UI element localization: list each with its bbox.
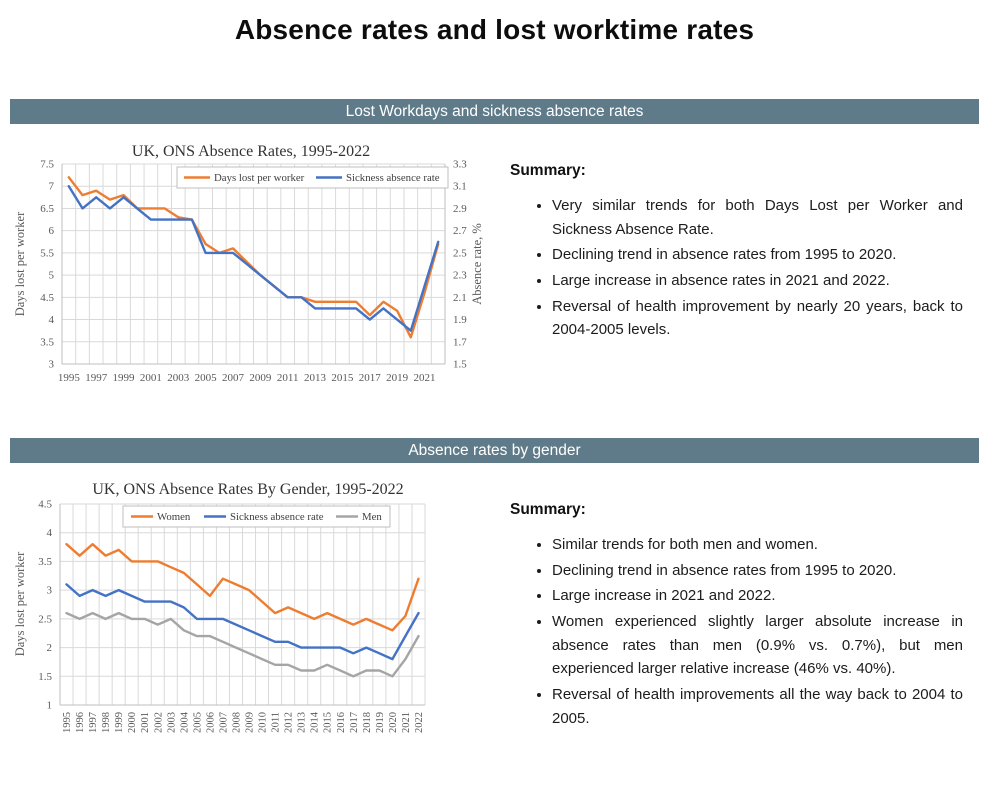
svg-text:1995: 1995 bbox=[57, 372, 80, 384]
svg-text:2.3: 2.3 bbox=[453, 269, 467, 282]
svg-text:2010: 2010 bbox=[257, 712, 269, 733]
svg-text:3.3: 3.3 bbox=[453, 158, 467, 171]
summary-bullet: • Very similar trends for both Days Lost per Worker and Sickness Absence Rate. bbox=[552, 194, 963, 241]
summary-panel-gender bbox=[490, 475, 989, 733]
svg-text:2016: 2016 bbox=[335, 712, 347, 733]
svg-text:2015: 2015 bbox=[322, 712, 334, 733]
svg-text:6.5: 6.5 bbox=[40, 202, 54, 215]
absence-rates-by-gender-chart bbox=[10, 475, 490, 755]
svg-text:UK, ONS Absence Rates By Gende: UK, ONS Absence Rates By Gender, 1995-2022 bbox=[92, 481, 404, 498]
svg-text:1.5: 1.5 bbox=[38, 670, 52, 683]
summary-list bbox=[510, 533, 963, 731]
svg-text:1996: 1996 bbox=[75, 712, 87, 733]
svg-text:1: 1 bbox=[46, 699, 52, 712]
svg-text:2021: 2021 bbox=[413, 372, 436, 384]
svg-text:4.5: 4.5 bbox=[38, 498, 52, 511]
svg-text:1.5: 1.5 bbox=[453, 358, 467, 371]
svg-text:2007: 2007 bbox=[221, 372, 244, 384]
summary-bullet: • Declining trend in absence rates from 1995 to 2020. bbox=[552, 559, 963, 583]
svg-text:1999: 1999 bbox=[114, 712, 126, 733]
svg-text:2: 2 bbox=[46, 642, 52, 655]
svg-text:2009: 2009 bbox=[249, 372, 272, 384]
svg-text:2.1: 2.1 bbox=[453, 291, 467, 304]
svg-text:2011: 2011 bbox=[270, 712, 282, 733]
svg-text:2011: 2011 bbox=[276, 372, 299, 384]
section-gender bbox=[0, 438, 989, 755]
svg-text:5.5: 5.5 bbox=[40, 247, 54, 260]
summary-title: Summary: bbox=[510, 501, 586, 518]
svg-text:2003: 2003 bbox=[167, 372, 190, 384]
summary-bullet: • Reversal of health improvement by nearly 20 years, back to 2004-2005 levels. bbox=[552, 295, 963, 342]
svg-text:2004: 2004 bbox=[179, 712, 191, 733]
svg-text:2.7: 2.7 bbox=[453, 225, 467, 238]
report-page bbox=[0, 14, 989, 796]
svg-text:1.9: 1.9 bbox=[453, 314, 467, 327]
svg-text:3: 3 bbox=[48, 358, 54, 371]
svg-text:2021: 2021 bbox=[400, 712, 412, 733]
svg-text:Women: Women bbox=[157, 511, 191, 523]
svg-text:1998: 1998 bbox=[101, 712, 113, 733]
svg-text:2020: 2020 bbox=[387, 712, 399, 733]
svg-text:3.1: 3.1 bbox=[453, 180, 467, 193]
summary-bullet: • Women experienced slightly larger absolute increase in absence rates than men (0.9% vs. 0.7%), but men experienced larger relative increase (46% vs. 40%). bbox=[552, 610, 963, 681]
summary-bullet: • Reversal of health improvements all the way back to 2004 to 2005. bbox=[552, 683, 963, 730]
svg-text:2006: 2006 bbox=[205, 712, 217, 733]
svg-text:Days lost per worker: Days lost per worker bbox=[13, 211, 27, 317]
svg-text:4.5: 4.5 bbox=[40, 291, 54, 304]
svg-text:2.5: 2.5 bbox=[453, 247, 467, 260]
svg-text:2002: 2002 bbox=[153, 712, 165, 733]
svg-text:2001: 2001 bbox=[139, 372, 162, 384]
svg-text:2007: 2007 bbox=[218, 712, 230, 733]
svg-text:2013: 2013 bbox=[304, 372, 327, 384]
svg-text:1997: 1997 bbox=[85, 372, 108, 384]
svg-text:2.5: 2.5 bbox=[38, 613, 52, 626]
section-body-gender bbox=[0, 475, 989, 755]
absence-rates-chart bbox=[10, 136, 490, 393]
page-title: Absence rates and lost worktime rates bbox=[234, 14, 755, 45]
svg-text:4: 4 bbox=[48, 314, 54, 327]
summary-bullet: • Large increase in 2021 and 2022. bbox=[552, 584, 963, 608]
svg-text:Sickness absence rate: Sickness absence rate bbox=[230, 511, 324, 523]
svg-text:2001: 2001 bbox=[140, 712, 152, 733]
svg-text:2003: 2003 bbox=[166, 712, 178, 733]
svg-text:Men: Men bbox=[362, 511, 382, 523]
svg-text:Sickness absence rate: Sickness absence rate bbox=[346, 172, 440, 184]
summary-panel-lost-workdays bbox=[490, 136, 989, 344]
svg-text:2019: 2019 bbox=[386, 372, 409, 384]
svg-text:3: 3 bbox=[46, 584, 52, 597]
svg-text:1997: 1997 bbox=[88, 712, 100, 733]
svg-text:1999: 1999 bbox=[112, 372, 135, 384]
summary-bullet: • Declining trend in absence rates from 1995 to 2020. bbox=[552, 243, 963, 267]
svg-text:2005: 2005 bbox=[194, 372, 217, 384]
svg-text:7.5: 7.5 bbox=[40, 158, 54, 171]
svg-text:2018: 2018 bbox=[361, 712, 373, 733]
svg-text:2008: 2008 bbox=[231, 712, 243, 733]
svg-text:2019: 2019 bbox=[374, 712, 386, 733]
svg-text:Days lost per worker: Days lost per worker bbox=[214, 172, 305, 184]
svg-text:2022: 2022 bbox=[413, 712, 425, 733]
svg-text:4: 4 bbox=[46, 527, 52, 540]
summary-list bbox=[510, 194, 963, 342]
svg-text:2017: 2017 bbox=[358, 372, 381, 384]
summary-bullet: • Similar trends for both men and women. bbox=[552, 533, 963, 557]
svg-text:3.5: 3.5 bbox=[38, 555, 52, 568]
svg-text:6: 6 bbox=[48, 225, 54, 238]
svg-text:2014: 2014 bbox=[309, 712, 321, 733]
section-body-lost-workdays bbox=[0, 136, 989, 393]
svg-text:7: 7 bbox=[48, 180, 54, 193]
svg-text:2009: 2009 bbox=[244, 712, 256, 733]
svg-text:2017: 2017 bbox=[348, 712, 360, 733]
svg-text:2000: 2000 bbox=[127, 712, 139, 733]
section-header-lost-workdays: Lost Workdays and sickness absence rates bbox=[10, 99, 979, 124]
section-header-gender: Absence rates by gender bbox=[10, 438, 979, 463]
svg-text:1.7: 1.7 bbox=[453, 336, 467, 349]
svg-text:2013: 2013 bbox=[296, 712, 308, 733]
svg-text:1995: 1995 bbox=[62, 712, 74, 733]
svg-text:UK, ONS Absence Rates, 1995-20: UK, ONS Absence Rates, 1995-2022 bbox=[131, 143, 371, 160]
svg-text:2.9: 2.9 bbox=[453, 202, 467, 215]
svg-text:2012: 2012 bbox=[283, 712, 295, 733]
svg-text:2015: 2015 bbox=[331, 372, 354, 384]
svg-text:2005: 2005 bbox=[192, 712, 204, 733]
svg-text:Days lost per worker: Days lost per worker bbox=[13, 551, 27, 657]
summary-title: Summary: bbox=[510, 162, 586, 179]
svg-text:Absence rate, %: Absence rate, % bbox=[470, 223, 484, 305]
svg-text:5: 5 bbox=[48, 269, 54, 282]
section-lost-workdays bbox=[0, 99, 989, 393]
summary-bullet: • Large increase in absence rates in 2021 and 2022. bbox=[552, 269, 963, 293]
svg-text:3.5: 3.5 bbox=[40, 336, 54, 349]
